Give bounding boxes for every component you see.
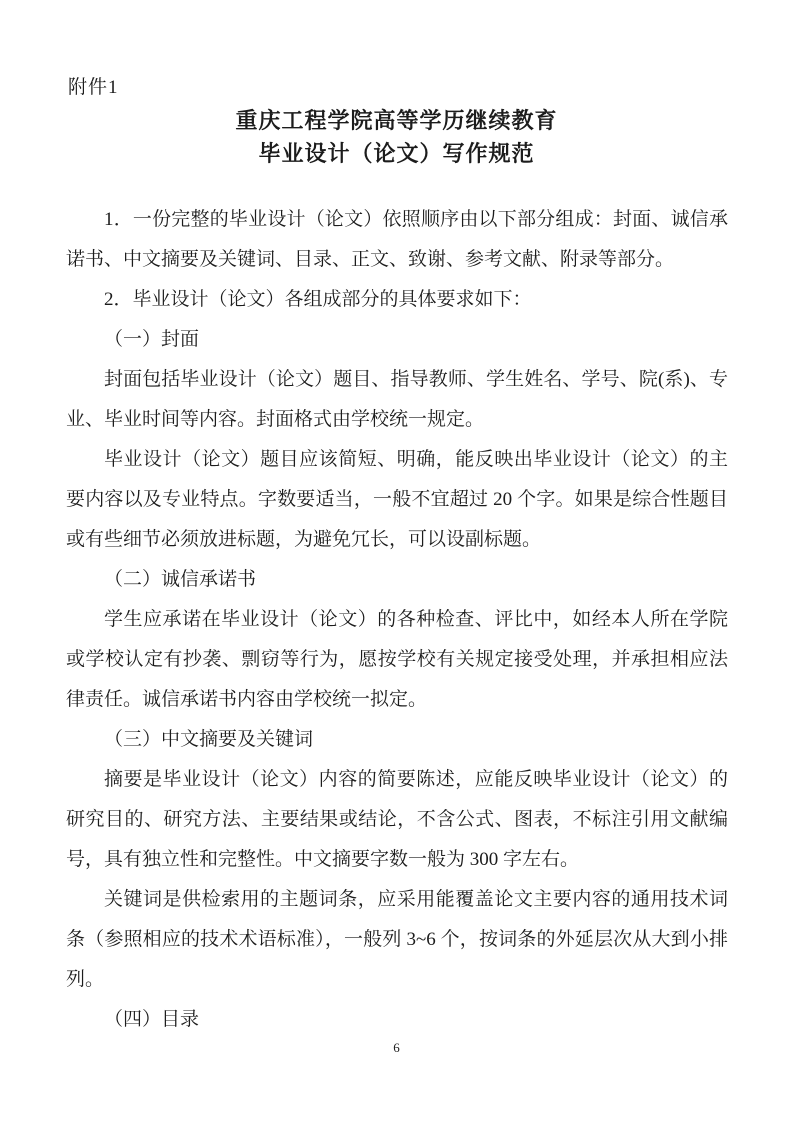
paragraph-cover-contents: 封面包括毕业设计（论文）题目、指导教师、学生姓名、学号、院(系)、专业、毕业时间等内容。封面格式由学校统一规定。: [66, 369, 728, 430]
document-title: [0, 104, 793, 170]
document-title-line1: 重庆工程学院高等学历继续教育: [235, 108, 558, 133]
paragraph-abstract: 摘要是毕业设计（论文）内容的简要陈述，应能反映毕业设计（论文）的研究目的、研究方法、主要结果或结论，不含公式、图表，不标注引用文献编号，具有独立性和完整性。中文摘要字数一般为 300 字左右。: [66, 769, 728, 870]
section-heading-toc: （四）目录: [104, 1009, 200, 1030]
paragraph-keywords: 关键词是供检索用的主题词条，应采用能覆盖论文主要内容的通用技术词条（参照相应的技术术语标准），一般列 3~6 个，按词条的外延层次从大到小排列。: [66, 889, 728, 990]
paragraph-numbered-1: 1．一份完整的毕业设计（论文）依照顺序由以下部分组成：封面、诚信承诺书、中文摘要及关键词、目录、正文、致谢、参考文献、附录等部分。: [66, 209, 728, 270]
paragraph-numbered-2: 2．毕业设计（论文）各组成部分的具体要求如下：: [104, 289, 532, 310]
paragraph-integrity-pledge: 学生应承诺在毕业设计（论文）的各种检查、评比中，如经本人所在学院或学校认定有抄袭、剽窃等行为，愿按学校有关规定接受处理，并承担相应法律责任。诚信承诺书内容由学校统一拟定。: [66, 609, 728, 710]
section-heading-abstract-keywords: （三）中文摘要及关键词: [104, 729, 314, 750]
page-number: 6: [393, 1040, 400, 1055]
attachment-label: 附件1: [68, 77, 119, 98]
document-body: [66, 200, 728, 1040]
paragraph-title-requirements: 毕业设计（论文）题目应该简短、明确，能反映出毕业设计（论文）的主要内容以及专业特点。字数要适当，一般不宜超过 20 个字。如果是综合性题目或有些细节必须放进标题，为避免冗长，可以设副标题。: [66, 449, 728, 550]
document-title-line2: 毕业设计（论文）写作规范: [258, 141, 535, 166]
section-heading-integrity-pledge: （二）诚信承诺书: [104, 569, 257, 590]
section-heading-cover: （一）封面: [104, 329, 200, 350]
